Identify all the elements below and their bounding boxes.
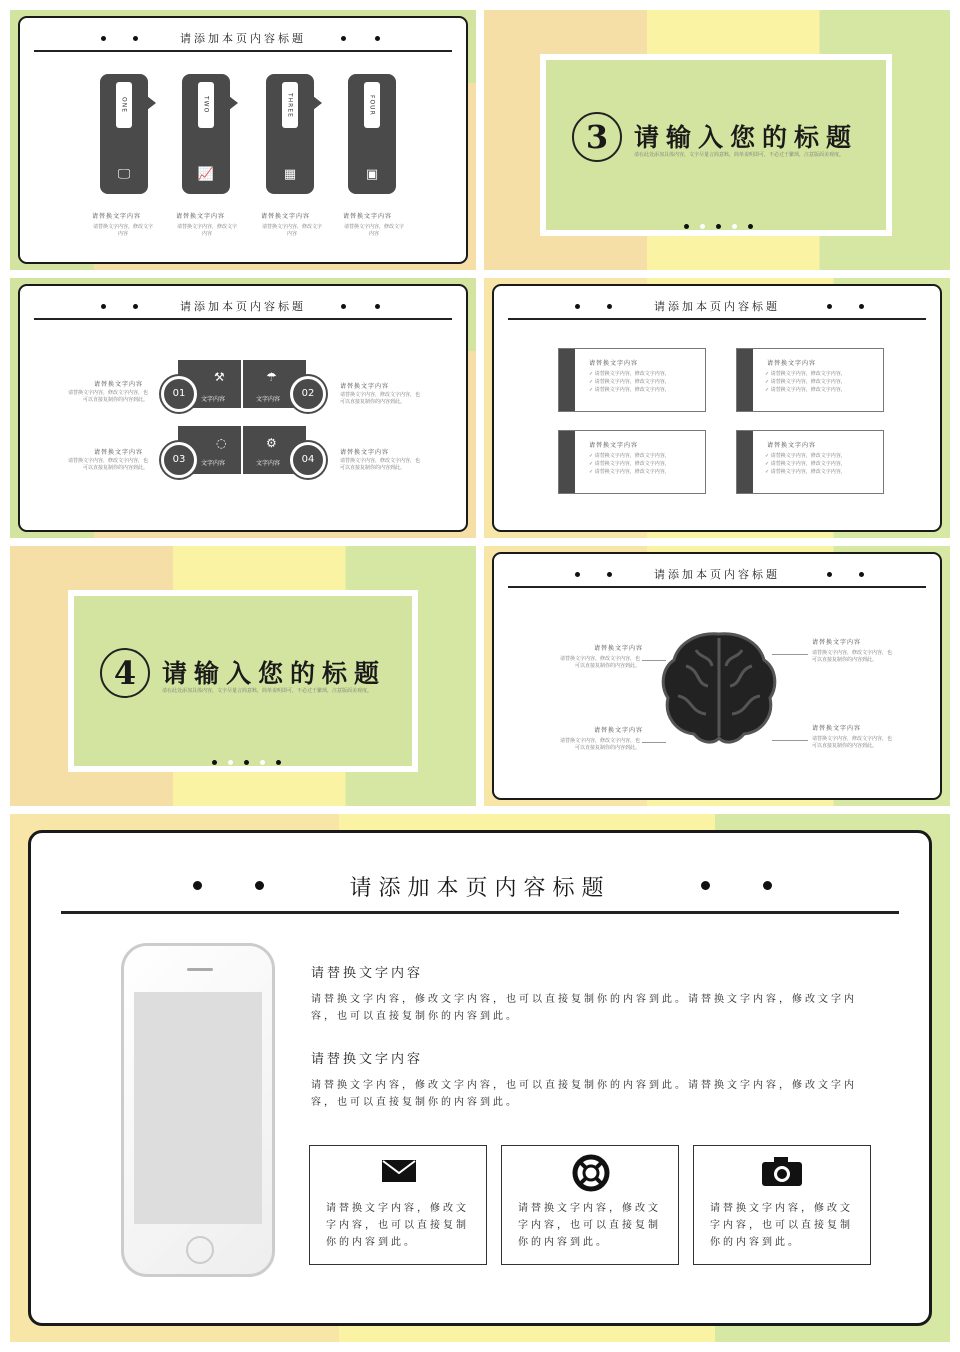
- tab-three[interactable]: THREE ▦: [266, 74, 314, 194]
- info-box-1: 请替换文字内容，修改文字内容，也可以直接复制你的内容到此。: [309, 1145, 487, 1265]
- tab-three-desc: 请替换文字内容，修改文字内容: [261, 224, 322, 237]
- tab-four-heading: 请替换文字内容: [343, 213, 393, 220]
- phone-mockup: [121, 943, 275, 1277]
- paragraph-2: 请替换文字内容，修改文字内容，也可以直接复制你的内容到此。请替换文字内容，修改文字内容，也可以直接复制你的内容到此。: [311, 1080, 857, 1108]
- presentation-icon: ▣: [365, 167, 379, 182]
- heading-2: 请替换文字内容: [311, 1052, 424, 1067]
- content-title: 请添加本页内容标题: [180, 300, 306, 313]
- section-number: 4: [100, 648, 150, 698]
- envelope-icon: [382, 1160, 416, 1182]
- camera-icon: [762, 1156, 802, 1186]
- bulb-icon: ◌: [216, 436, 227, 450]
- wrench-icon: ⚒: [214, 370, 225, 384]
- tab-three-heading: 请替换文字内容: [261, 213, 311, 220]
- tab-two[interactable]: TWO 📈: [182, 74, 230, 194]
- section-number: 3: [572, 112, 622, 162]
- brain-icon: [656, 626, 782, 752]
- slide-6-card: 请添加本页内容标题 请替换文字内容 请替换文字内容，修改文字内容，也可以直接复制你的内容到此。 请替换文字内容 请替换文字内容，修改文字内容，也可以直接复制你的内容到此。 请替换文字内容 请替换文字内容，修改文字内容，也可以直接复制你的内容到此。 请替换文字内容 请替换文字内容，修改文字内容，也可以直接复制你的内容到此。: [492, 552, 942, 800]
- content-title: 请添加本页内容标题: [654, 300, 780, 313]
- tab-four-desc: 请替换文字内容，修改文字内容: [343, 224, 404, 237]
- gear-icon: ⚙: [266, 436, 277, 450]
- info-box-2: 请替换文字内容，修改文字内容，也可以直接复制你的内容到此。: [501, 1145, 679, 1265]
- info-box-3: 请替换文字内容，修改文字内容，也可以直接复制你的内容到此。: [693, 1145, 871, 1265]
- chart-icon: 📈: [197, 167, 215, 182]
- content-title: 请添加本页内容标题: [349, 876, 611, 901]
- lifebuoy-icon: [572, 1154, 610, 1192]
- checklist-box-4: 请替换文字内容 ✓ 请替换文字内容，修改文字内容， ✓ 请替换文字内容，修改文字内容， ✓ 请替换文字内容，修改文字内容，: [736, 430, 884, 494]
- slide-4: [484, 278, 950, 538]
- slide-5: [10, 546, 476, 806]
- section-3-panel: [540, 54, 892, 236]
- content-title: 请添加本页内容标题: [654, 568, 780, 581]
- slide-3-card: 请添加本页内容标题 01 02 03 04 ⚒ ☂ ◌ ⚙ 文字内容 文字内容 文字内容 文字内容 请替换文字内容 请替换文字内容，修改文字内容，也可以直接复制你的内容到此。 请替换文字内容 请替换文字内容，修改文字内容，也可以直接复制你的内容到此。 请替换文字内容 请替换文字内容，修改文字内容，也可以直接复制你的内容到此。 请替换文字内容 请替换文字内容，修改文字内容，也可以直接复制你的内容到此。: [18, 284, 468, 532]
- tab-one[interactable]: ONE 🖵: [100, 74, 148, 194]
- monitor-icon: 🖵: [117, 167, 131, 182]
- section-text: 请在此处添加具体内容，文字尽量言简意赅，简单说明即可，不必过于繁琐，注意版面美观度。: [162, 688, 373, 694]
- tab-four[interactable]: FOUR ▣: [348, 74, 396, 194]
- slide-2: [484, 10, 950, 270]
- paragraph-1: 请替换文字内容，修改文字内容，也可以直接复制你的内容到此。请替换文字内容，修改文字内容，也可以直接复制你的内容到此。: [311, 994, 857, 1022]
- tab-two-heading: 请替换文字内容: [176, 213, 226, 220]
- quad-03[interactable]: 03: [161, 442, 197, 478]
- slide-1: [10, 10, 476, 270]
- content-title: 请添加本页内容标题: [180, 32, 306, 45]
- quad-04[interactable]: 04: [290, 442, 326, 478]
- checklist-box-3: 请替换文字内容 ✓ 请替换文字内容，修改文字内容， ✓ 请替换文字内容，修改文字内容， ✓ 请替换文字内容，修改文字内容，: [558, 430, 706, 494]
- tab-one-desc: 请替换文字内容，修改文字内容: [92, 224, 153, 237]
- calculator-icon: ▦: [283, 167, 297, 182]
- slide-7-card: [28, 830, 932, 1326]
- slide-1-card: [18, 16, 468, 264]
- section-text: 请在此处添加具体内容，文字尽量言简意赅，简单说明即可，不必过于繁琐，注意版面美观度。: [634, 152, 845, 158]
- umbrella-icon: ☂: [266, 370, 277, 384]
- slide-7: [10, 814, 950, 1342]
- tab-two-desc: 请替换文字内容，修改文字内容: [176, 224, 237, 237]
- checklist-box-1: 请替换文字内容 ✓ 请替换文字内容，修改文字内容， ✓ 请替换文字内容，修改文字内容， ✓ 请替换文字内容，修改文字内容，: [558, 348, 706, 412]
- section-4-panel: [68, 590, 418, 772]
- quad-02[interactable]: 02: [290, 376, 326, 412]
- section-title: 请输入您的标题: [162, 659, 387, 688]
- section-title: 请输入您的标题: [634, 123, 859, 152]
- heading-1: 请替换文字内容: [311, 966, 424, 981]
- quad-01[interactable]: 01: [161, 376, 197, 412]
- slide-6: [484, 546, 950, 806]
- slide-4-card: [492, 284, 942, 532]
- slide-3: [10, 278, 476, 538]
- tab-one-heading: 请替换文字内容: [92, 213, 142, 220]
- checklist-box-2: 请替换文字内容 ✓ 请替换文字内容，修改文字内容， ✓ 请替换文字内容，修改文字内容， ✓ 请替换文字内容，修改文字内容，: [736, 348, 884, 412]
